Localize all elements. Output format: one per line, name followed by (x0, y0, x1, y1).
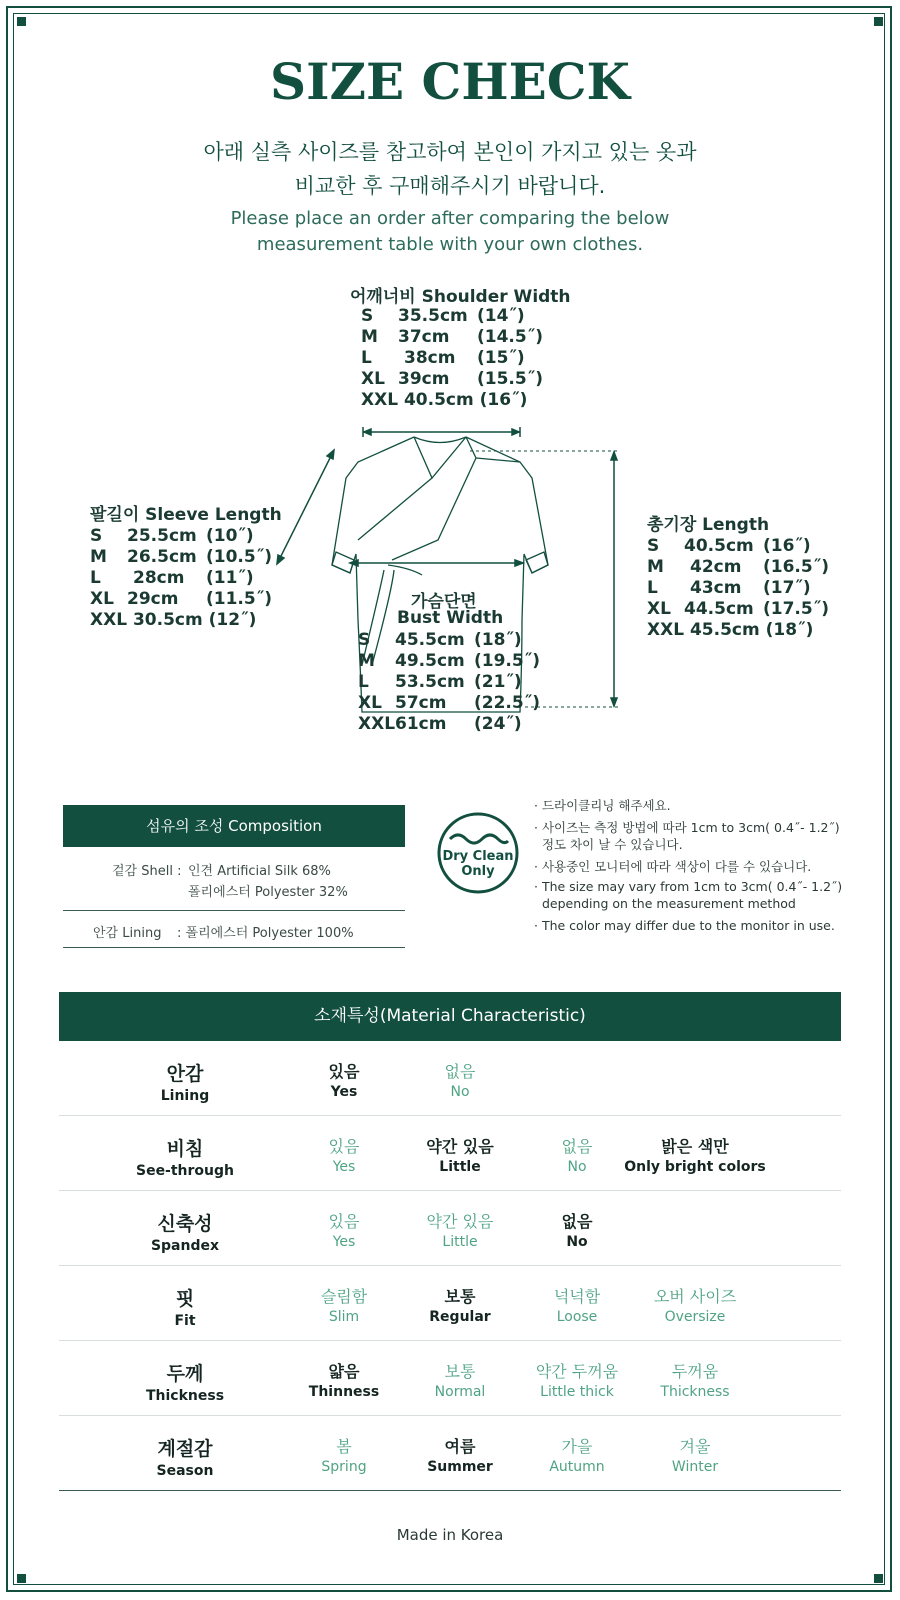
shoulder-width-table (361, 306, 543, 411)
shoulder-arrow (363, 427, 520, 437)
length-row (647, 536, 829, 557)
inch-value: (15˝) (477, 348, 525, 368)
inch-value: (18˝) (474, 630, 522, 650)
bust-row (358, 693, 540, 714)
size-label: M (90, 547, 107, 567)
dry-clean-badge (436, 811, 520, 895)
care-note: · 사용중인 모니터에 따라 색상이 다를 수 있습니다. (534, 859, 812, 874)
cm-value: 38cm (404, 348, 456, 368)
bust-row (358, 651, 540, 672)
shell-material-1: 인견 Artificial Silk 68% (188, 864, 331, 879)
cm-value: 37cm (398, 327, 450, 347)
shoulder-row (361, 390, 543, 411)
bust-width-title-en: Bust Width (397, 608, 504, 628)
size-label: XXL (90, 610, 128, 630)
made-in-label: Made in Korea (396, 1526, 504, 1544)
option: 없음 No (561, 1137, 593, 1175)
inch-value: (15.5˝) (477, 369, 543, 389)
size-label: L (90, 568, 101, 588)
intro-korean-line-1: 아래 실측 사이즈를 참고하여 본인이 가지고 있는 옷과 (203, 140, 697, 164)
lining-material: : 폴리에스터 Polyester 100% (177, 926, 354, 941)
care-note: · 사이즈는 측정 방법에 따라 1cm to 3cm( 0.4˝- 1.2˝) (534, 820, 840, 835)
material-row-season (59, 1416, 841, 1491)
shell-material-2: 폴리에스터 Polyester 32% (188, 885, 348, 900)
option-selected: 얇음 Thinness (308, 1362, 380, 1400)
length-arrow (611, 452, 617, 706)
care-note: · The size may vary from 1cm to 3cm( 0.4˝- 1.2˝) (534, 879, 843, 894)
care-note: depending on the measurement method (534, 896, 796, 911)
option-selected: 없음 No (561, 1212, 593, 1250)
composition-divider (63, 910, 405, 911)
size-label: XXL (647, 620, 685, 640)
material-row-spandex (59, 1191, 841, 1266)
bust-row (358, 714, 540, 735)
option-selected: 밝은 색만 Only bright colors (624, 1137, 766, 1175)
care-note: · The color may differ due to the monitor in use. (534, 918, 835, 933)
corner-ornament (17, 17, 26, 26)
sleeve-row (90, 610, 272, 631)
corner-ornament (874, 1574, 883, 1583)
composition-divider (63, 947, 405, 948)
cm-value: 45.5cm (395, 630, 465, 650)
inch-value: (16.5˝) (763, 557, 829, 577)
cm-value: 39cm (398, 369, 450, 389)
sleeve-row (90, 589, 272, 610)
inch-value: (16˝) (479, 390, 528, 410)
material-row-fit (59, 1266, 841, 1341)
inch-value: (14.5˝) (477, 327, 543, 347)
length-row (647, 599, 829, 620)
inch-value: (11.5˝) (206, 589, 272, 609)
row-label: 두께 Thickness (145, 1363, 225, 1404)
cm-value: 42cm (690, 557, 742, 577)
option-selected: 있음 Yes (328, 1062, 360, 1100)
size-label: M (361, 327, 378, 347)
corner-ornament (874, 17, 883, 26)
option: 겨울 Winter (671, 1437, 719, 1475)
composition-header: 섬유의 조성 Composition (63, 805, 405, 847)
page-title: SIZE CHECK (270, 52, 630, 111)
cm-value: 45.5cm (689, 620, 760, 640)
cm-value: 44.5cm (684, 599, 754, 619)
option-selected: 약간 있음 Little (426, 1137, 494, 1175)
sleeve-row (90, 547, 272, 568)
length-row (647, 578, 829, 599)
option: 보통 Normal (434, 1362, 486, 1400)
row-label: 계절감 Season (156, 1438, 214, 1479)
cm-value: 40.5cm (684, 536, 754, 556)
size-label: M (647, 557, 664, 577)
option: 넉넉함 Loose (553, 1287, 601, 1325)
total-length-table (647, 536, 829, 641)
material-row-see-through (59, 1116, 841, 1191)
option: 두꺼움 Thickness (660, 1362, 730, 1400)
inch-value: (17.5˝) (763, 599, 829, 619)
cm-value: 49.5cm (395, 651, 465, 671)
bust-row (358, 630, 540, 651)
option: 없음 No (444, 1062, 476, 1100)
inch-value: (17˝) (763, 578, 811, 598)
row-label: 안감 Lining (160, 1063, 210, 1104)
care-note: 정도 차이 날 수 있습니다. (534, 837, 683, 852)
sleeve-length-table (90, 526, 272, 631)
option: 슬림함 Slim (320, 1287, 368, 1325)
shell-label: 겉감 Shell : (112, 864, 182, 879)
shoulder-row (361, 369, 543, 390)
intro-english-line-1: Please place an order after comparing the below (230, 208, 670, 229)
intro-english-line-2: measurement table with your own clothes. (256, 234, 644, 255)
size-label: L (647, 578, 658, 598)
dry-clean-line-2: Only (461, 864, 495, 879)
row-label: 비침 See-through (135, 1138, 235, 1179)
option: 약간 있음 Little (426, 1212, 494, 1250)
inch-value: (10˝) (206, 526, 254, 546)
material-header: 소재특성(Material Characteristic) (59, 992, 841, 1041)
size-label: XXL (361, 390, 399, 410)
bust-width-table (358, 630, 540, 735)
cm-value: 53.5cm (395, 672, 465, 692)
cm-value: 28cm (133, 568, 185, 588)
inch-value: (16˝) (763, 536, 811, 556)
option: 오버 사이즈 Oversize (653, 1287, 737, 1325)
option-selected: 여름 Summer (427, 1437, 493, 1475)
corner-ornament (17, 1574, 26, 1583)
bust-width-title-ko: 가슴단면 (411, 592, 477, 612)
shoulder-row (361, 327, 543, 348)
size-label: L (358, 672, 369, 692)
length-row (647, 557, 829, 578)
intro-korean-line-2: 비교한 후 구매해주시기 바랍니다. (294, 174, 606, 198)
option-selected: 보통 Regular (429, 1287, 491, 1325)
length-row (647, 620, 829, 641)
shoulder-width-title: 어깨너비 Shoulder Width (350, 287, 571, 307)
inch-value: (10.5˝) (206, 547, 272, 567)
inch-value: (14˝) (477, 306, 525, 326)
dry-clean-line-1: Dry Clean (442, 849, 514, 864)
option: 약간 두꺼움 Little thick (535, 1362, 619, 1400)
option: 있음 Yes (328, 1137, 360, 1175)
size-label: XL (358, 693, 382, 713)
row-label: 신축성 Spandex (150, 1213, 220, 1254)
total-length-title: 총기장 Length (647, 515, 770, 535)
care-notes (534, 796, 842, 940)
size-label: XXL (358, 714, 396, 734)
size-label: XL (90, 589, 114, 609)
row-label: 핏 Fit (174, 1288, 196, 1329)
cm-value: 25.5cm (127, 526, 197, 546)
size-label: S (90, 526, 103, 546)
size-label: S (361, 306, 374, 326)
size-label: M (358, 651, 375, 671)
inch-value: (11˝) (206, 568, 254, 588)
inch-value: (22.5˝) (474, 693, 540, 713)
cm-value: 57cm (395, 693, 447, 713)
shoulder-row (361, 306, 543, 327)
size-label: L (361, 348, 372, 368)
inch-value: (21˝) (474, 672, 522, 692)
sleeve-length-title: 팔길이 Sleeve Length (90, 505, 282, 525)
cm-value: 29cm (127, 589, 179, 609)
size-label: S (647, 536, 660, 556)
cm-value: 40.5cm (403, 390, 474, 410)
sleeve-row (90, 526, 272, 547)
size-label: XL (647, 599, 671, 619)
cm-value: 35.5cm (398, 306, 468, 326)
inch-value: (24˝) (474, 714, 522, 734)
sleeve-row (90, 568, 272, 589)
bust-row (358, 672, 540, 693)
cm-value: 61cm (395, 714, 447, 734)
inch-value: (19.5˝) (474, 651, 540, 671)
size-label: S (358, 630, 371, 650)
option: 있음 Yes (328, 1212, 360, 1250)
material-row-lining (59, 1041, 841, 1116)
inch-value: (18˝) (765, 620, 814, 640)
cm-value: 30.5cm (132, 610, 203, 630)
size-label: XL (361, 369, 385, 389)
option: 봄 Spring (321, 1437, 367, 1475)
inch-value: (12˝) (208, 610, 257, 630)
bust-arrow (350, 560, 523, 566)
material-row-thickness (59, 1341, 841, 1416)
sleeve-arrow (277, 450, 334, 564)
care-note: · 드라이클리닝 해주세요. (534, 798, 671, 813)
option: 가을 Autumn (549, 1437, 605, 1475)
cm-value: 26.5cm (127, 547, 197, 567)
cm-value: 43cm (690, 578, 742, 598)
lining-label: 안감 Lining (93, 926, 162, 941)
shoulder-row (361, 348, 543, 369)
